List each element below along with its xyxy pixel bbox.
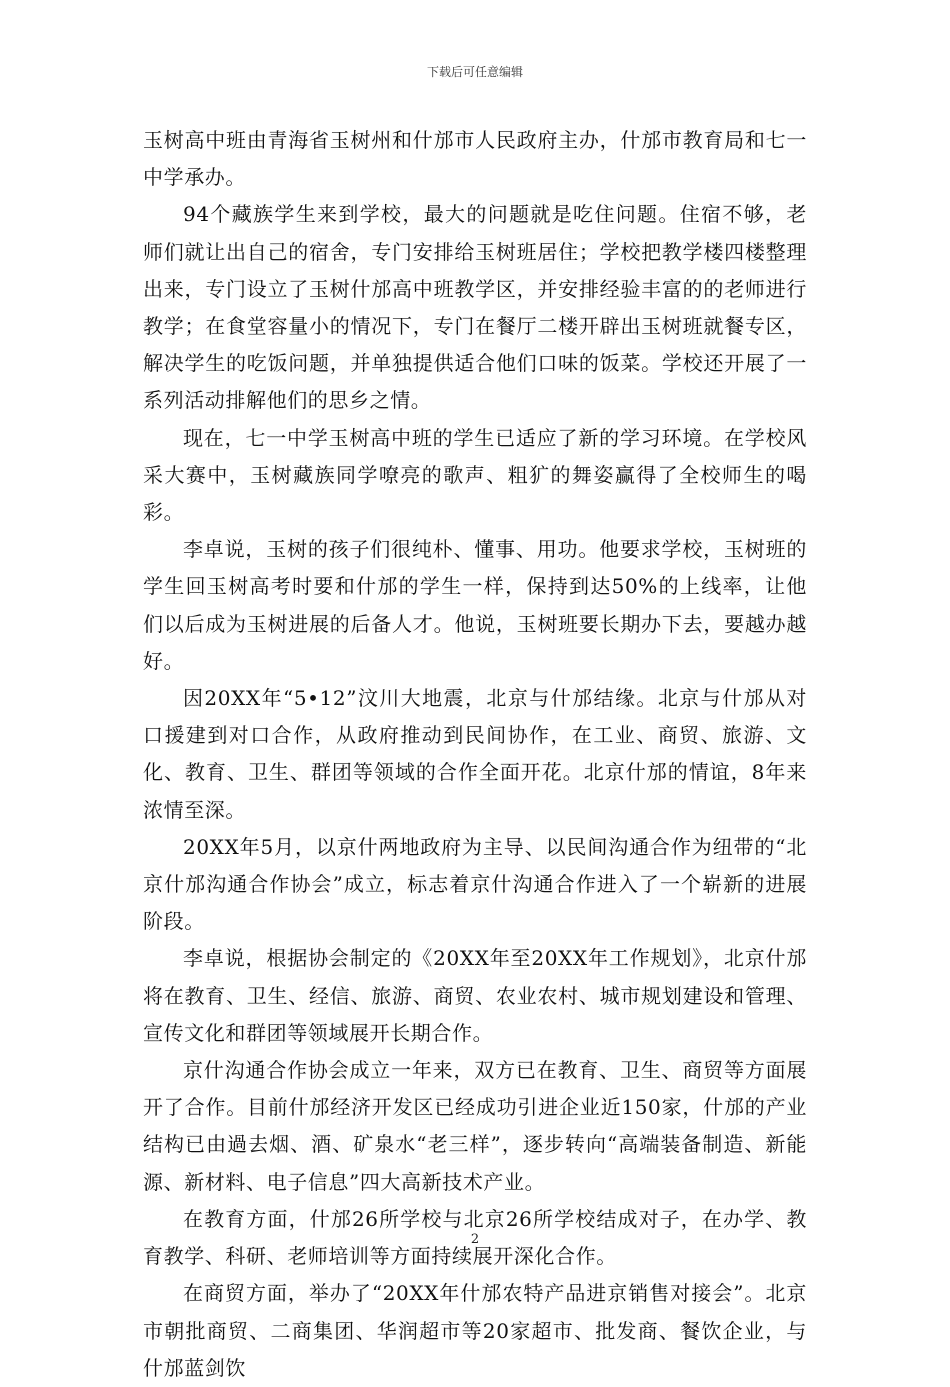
paragraph: 京什沟通合作协会成立一年来，双方已在教育、卫生、商贸等方面展开了合作。目前什邡经济开发区已经成功引进企业近150家，什邡的产业结构已由過去烟、酒、矿泉水“老三样”，逐步转向“高端装备制造、新能源、新材料、电子信息”四大高新技术产业。 bbox=[143, 1058, 807, 1194]
paragraph: 李卓说，根据协会制定的《20XX年至20XX年工作规划》，北京什邡将在教育、卫生、经信、旅游、商贸、农业农村、城市规划建设和管理、宣传文化和群团等领域展开长期合作。 bbox=[143, 946, 807, 1045]
paragraph: 在教育方面，什邡26所学校与北京26所学校结成对子，在办学、教育教学、科研、老师培训等方面持续展开深化合作。 bbox=[143, 1206, 807, 1269]
paragraph: 20XX年5月，以京什两地政府为主导、以民间沟通合作为纽带的“北京什邡沟通合作协会”成立，标志着京什沟通合作进入了一个崭新的进展阶段。 bbox=[143, 834, 807, 934]
paragraph: 因20XX年“5•12”汶川大地震，北京与什邡结缘。北京与什邡从对口援建到对口合作，从政府推动到民间协作，在工业、商贸、旅游、文化、教育、卫生、群团等领域的合作全面开花。北京什邡的情谊，8年来浓情至深。 bbox=[143, 686, 807, 822]
paragraph: 现在，七一中学玉树高中班的学生已适应了新的学习环境。在学校风采大赛中，玉树藏族同学嘹亮的歌声、粗犷的舞姿赢得了全校师生的喝彩。 bbox=[143, 425, 807, 525]
paragraph: 李卓说，玉树的孩子们很纯朴、懂事、用功。他要求学校，玉树班的学生回玉树高考时要和什邡的学生一样，保持到达50%的上线率，让他们以后成为玉树进展的后备人才。他说，玉树班要长期办下去，要越办越好。 bbox=[143, 537, 807, 673]
paragraph: 94个藏族学生来到学校，最大的问题就是吃住问题。住宿不够，老师们就让出自己的宿舍，专门安排给玉树班居住；学校把教学楼四楼整理出来，专门设立了玉树什邡高中班教学区，并安排经验丰富的的老师进行教学；在食堂容量小的情况下，专门在餐厅二楼开辟出玉树班就餐专区，解决学生的吃饭问题，并单独提供适合他们口味的饭菜。学校还开展了一系列活动排解他们的思乡之情。 bbox=[143, 202, 807, 413]
page-number: 2 bbox=[470, 1232, 480, 1247]
document-body bbox=[143, 122, 807, 1387]
paragraph: 玉树高中班由青海省玉树州和什邡市人民政府主办，什邡市教育局和七一中学承办。 bbox=[143, 128, 807, 190]
paragraph: 在商贸方面，举办了“20XX年什邡农特产品进京销售对接会”。北京市朝批商贸、二商集团、华润超市等20家超市、批发商、餐饮企业，与什邡蓝剑饮 bbox=[143, 1281, 807, 1380]
page-header: 下载后可任意编辑 bbox=[426, 65, 523, 79]
